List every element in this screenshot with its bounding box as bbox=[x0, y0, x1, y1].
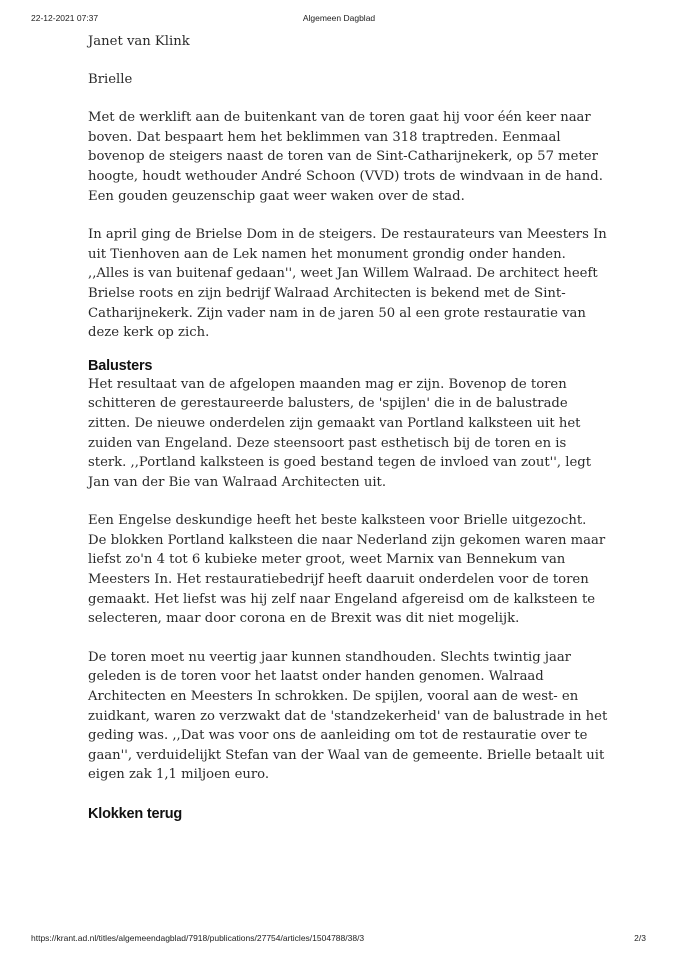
print-datetime: 22-12-2021 07:37 bbox=[31, 13, 99, 23]
subheading-balusters: Balusters bbox=[88, 357, 153, 374]
print-page-number: 2/3 bbox=[634, 933, 646, 943]
article-author: Janet van Klink bbox=[88, 34, 190, 49]
article-paragraph-3: Het resultaat van de afgelopen maanden mag er zijn. Bovenop de toren schitteren de gerestaureerde balusters, de 'spijlen' die in de balustrade zitten. De nieuwe onderdelen zijn gemaakt van Portland kalksteen uit het zuiden van Engeland. Deze steensoort past esthetisch bij de toren en is sterk. ,,Portland kalksteen is goed bestand tegen de invloed van zout'', legt Jan van der Bie van Walraad Architecten uit. bbox=[88, 376, 592, 490]
article-body bbox=[88, 30, 608, 823]
article-paragraph-1: Met de werklift aan de buitenkant van de toren gaat hij voor één keer naar boven. Dat bespaart hem het beklimmen van 318 traptreden. Eenmaal bovenop de steigers naast de toren van de Sint-Catharijnekerk, op 57 meter hoogte, houdt wethouder André Schoon (VVD) trots de windvaan in de hand. Een gouden geuzenschip gaat weer waken over de stad. bbox=[88, 110, 603, 204]
print-url: https://krant.ad.nl/titles/algemeendagblad/7918/publications/27754/articles/1504788/38/3 bbox=[31, 933, 365, 943]
article-paragraph-2: In april ging de Brielse Dom in de steigers. De restaurateurs van Meesters In uit Tienhoven aan de Lek namen het monument grondig onder handen. ,,Alles is van buitenaf gedaan'', weet Jan Willem Walraad. De architect heeft Brielse roots en zijn bedrijf Walraad Architecten is bekend met de Sint-Catharijnekerk. Zijn vader nam in de jaren 50 al een grote restauratie van deze kerk op zich. bbox=[88, 227, 607, 341]
article-location: Brielle bbox=[88, 71, 133, 87]
article-paragraph-5: De toren moet nu veertig jaar kunnen standhouden. Slechts twintig jaar geleden is de toren voor het laatst onder handen genomen. Walraad Architecten en Meesters In schrokken. De spijlen, vooral aan de west- en zuidkant, waren zo verzwakt dat de 'standzekerheid' van de balustrade in het geding was. ,,Dat was voor ons de aanleiding om tot de restauratie over te gaan'', verduidelijkt Stefan van der Waal van de gemeente. Brielle betaalt uit eigen zak 1,1 miljoen euro. bbox=[88, 649, 608, 783]
subheading-klokken-terug: Klokken terug bbox=[88, 806, 183, 822]
article-paragraph-4: Een Engelse deskundige heeft het beste kalksteen voor Brielle uitgezocht. De blokken Portland kalksteen die naar Nederland zijn gekomen waren maar liefst zo'n 4 tot 6 kubieke meter groot, weet Marnix van Bennekum van Meesters In. Het restauratiebedrijf heeft daaruit onderdelen voor de toren gemaakt. Het liefst was hij zelf naar Engeland afgereisd om de kalksteen te selecteren, maar door corona en de Brexit was dit niet mogelijk. bbox=[88, 513, 606, 627]
print-site-title: Algemeen Dagblad bbox=[302, 13, 376, 23]
